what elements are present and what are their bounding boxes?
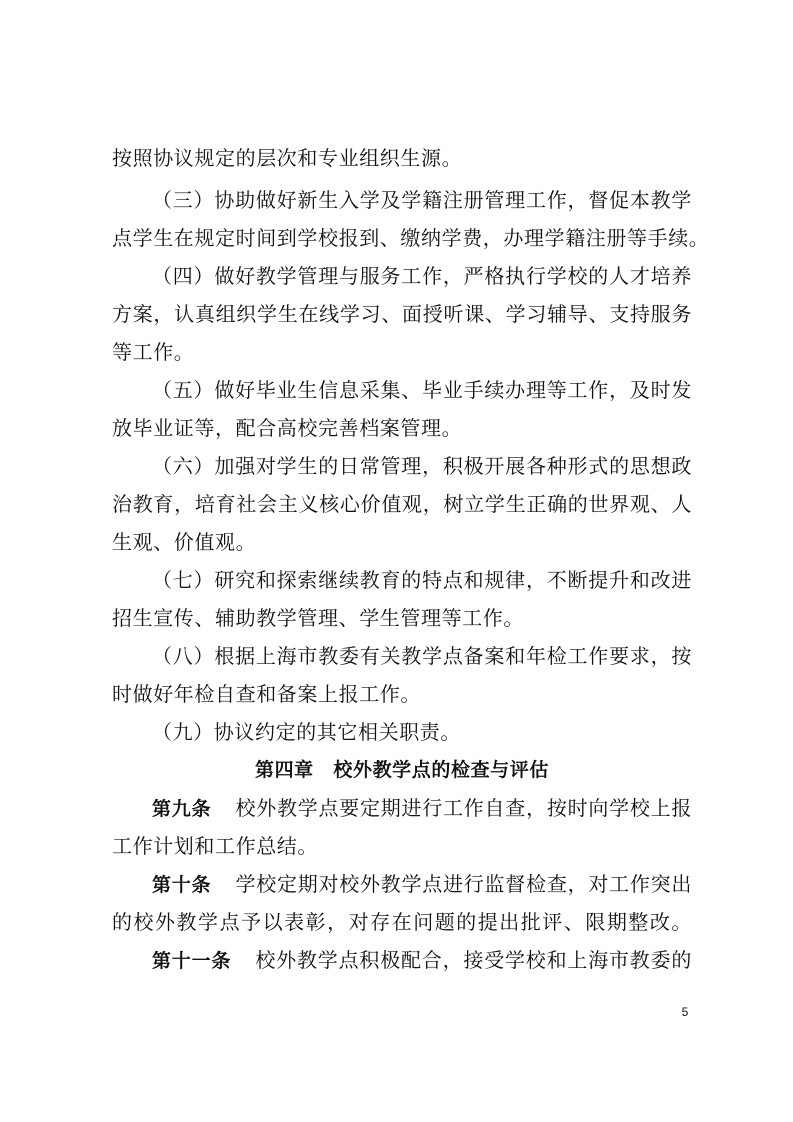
text-line: （三）协助做好新生入学及学籍注册管理工作，督促本教学 xyxy=(152,188,692,212)
page-number: 5 xyxy=(681,1005,689,1019)
article-11-title: 第十一条 xyxy=(152,950,232,972)
text-line: （八）根据上海市教委有关教学点备案和年检工作要求，按 xyxy=(152,644,692,668)
text-line: 生观、价值观。 xyxy=(112,530,257,554)
text-line: 治教育，培育社会主义核心价值观，树立学生正确的世界观、人 xyxy=(112,492,692,516)
text-line: 按照协议规定的层次和专业组织生源。 xyxy=(112,146,463,170)
text-line: 招生宣传、辅助教学管理、学生管理等工作。 xyxy=(112,606,524,630)
text-line: 等工作。 xyxy=(112,340,195,364)
text-line: 方案，认真组织学生在线学习、面授听课、学习辅导、支持服务 xyxy=(112,302,692,326)
text-line: （五）做好毕业生信息采集、毕业手续办理等工作，及时发 xyxy=(152,378,692,402)
article-10-line-2: 的校外教学点予以表彰，对存在问题的提出批评、限期整改。 xyxy=(112,910,692,934)
text-line: （六）加强对学生的日常管理，积极开展各种形式的思想政 xyxy=(152,454,692,478)
article-11-text: 校外教学点积极配合，接受学校和上海市教委的 xyxy=(255,948,692,972)
article-9-text: 校外教学点要定期进行工作自查，按时向学校上报 xyxy=(235,796,692,820)
text-line: 时做好年检自查和备案上报工作。 xyxy=(112,682,421,706)
text-line: （九）协议约定的其它相关职责。 xyxy=(152,720,461,744)
article-10-title: 第十条 xyxy=(152,874,212,896)
article-9-line-2: 工作计划和工作总结。 xyxy=(112,834,318,858)
article-11-line-1 xyxy=(152,942,692,978)
text-line: 点学生在规定时间到学校报到、缴纳学费，办理学籍注册等手续。 xyxy=(112,226,710,250)
article-10-text: 学校定期对校外教学点进行监督检查，对工作突出 xyxy=(235,872,692,896)
article-9-line-1 xyxy=(152,790,692,826)
text-line: （四）做好教学管理与服务工作，严格执行学校的人才培养 xyxy=(152,264,692,288)
text-line: （七）研究和探索继续教育的特点和规律，不断提升和改进 xyxy=(152,568,692,592)
chapter-heading: 第四章 校外教学点的检查与评估 xyxy=(254,759,549,781)
article-10-line-1 xyxy=(152,866,692,902)
text-line: 放毕业证等，配合高校完善档案管理。 xyxy=(112,416,463,440)
article-9-title: 第九条 xyxy=(152,798,212,820)
